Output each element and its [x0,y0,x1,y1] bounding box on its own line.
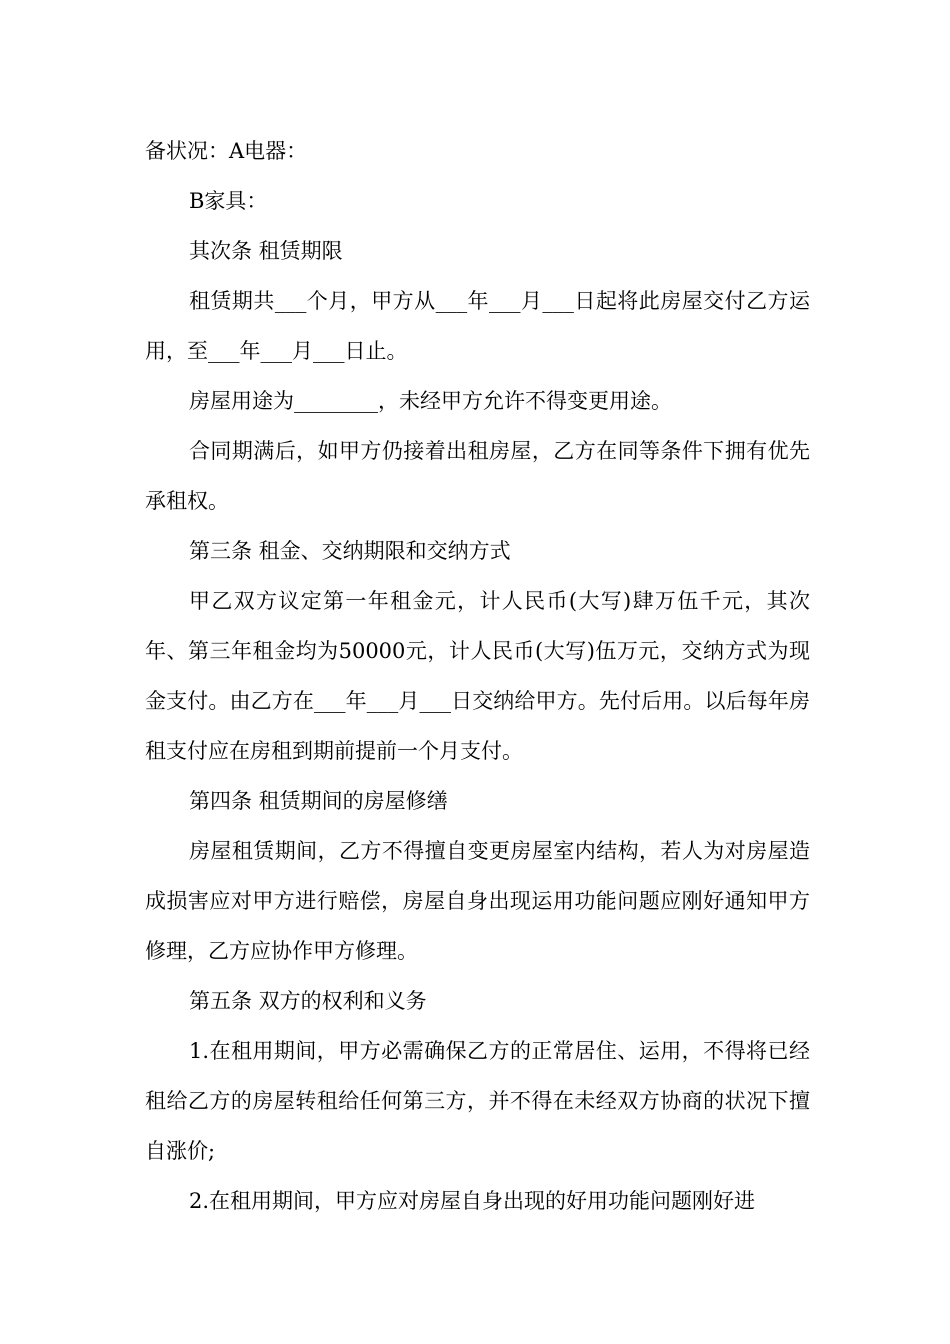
paragraph-house-purpose: 房屋用途为________，未经甲方允许不得变更用途。 [189,389,672,413]
heading-article-3: 第三条 租金、交纳期限和交纳方式 [189,539,511,563]
paragraph-lease-term: 租赁期共___个月，甲方从___年___月___日起将此房屋交付乙方运用，至___年___月___日止。 [145,289,810,363]
paragraph-priority-lease: 合同期满后，如甲方仍接着出租房屋，乙方在同等条件下拥有优先承租权。 [145,439,810,513]
paragraph-furniture: B家具： [189,189,268,213]
paragraph-repairs: 房屋租赁期间，乙方不得擅自变更房屋室内结构，若人为对房屋造成损害应对甲方进行赔偿，房屋自身出现运用功能问题应刚好通知甲方修理，乙方应协作甲方修理。 [145,839,810,963]
paragraph-obligation-2: 2.在租用期间，甲方应对房屋自身出现的好用功能问题刚好进 [189,1189,756,1213]
heading-article-4: 第四条 租赁期间的房屋修缮 [189,789,448,813]
heading-article-2: 其次条 租赁期限 [189,239,343,263]
heading-article-5: 第五条 双方的权利和义务 [189,989,427,1013]
paragraph-equipment-status: 备状况：A电器： [145,139,308,163]
document-body [145,126,810,1226]
paragraph-obligation-1: 1.在租用期间，甲方必需确保乙方的正常居住、运用，不得将已经租给乙方的房屋转租给任何第三方，并不得在未经双方协商的状况下擅自涨价; [145,1039,810,1163]
paragraph-rent-payment: 甲乙双方议定第一年租金元，计人民币(大写)肆万伍千元，其次年、第三年租金均为50000元，计人民币(大写)伍万元，交纳方式为现金支付。由乙方在___年___月___日交纳给甲方。先付后用。以后每年房租支付应在房租到期前提前一个月支付。 [145,589,810,763]
